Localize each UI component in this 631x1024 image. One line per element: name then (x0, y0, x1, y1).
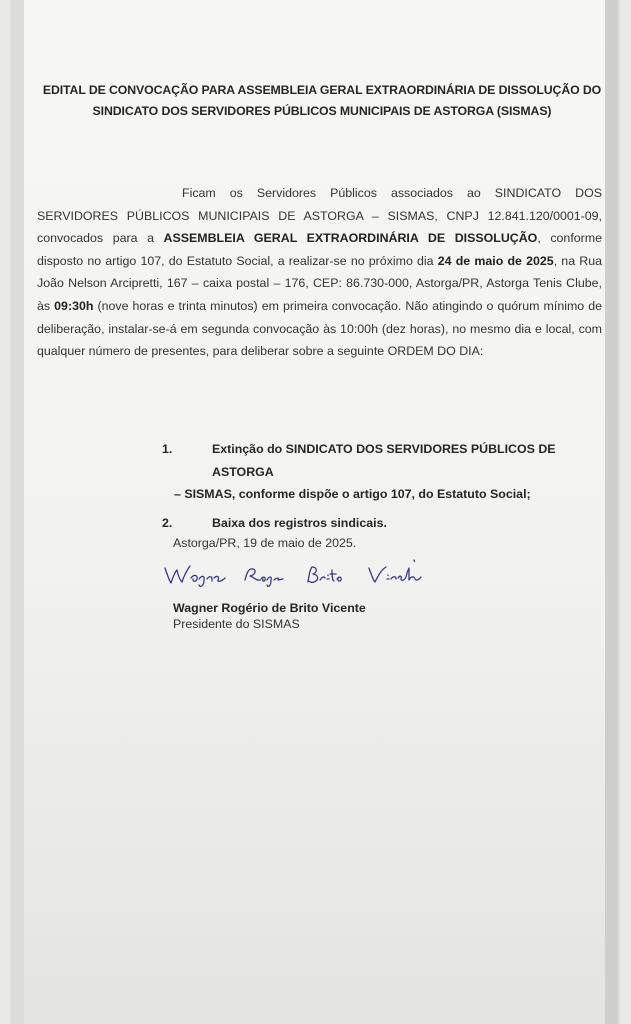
paragraph-text-3: , na Rua João Nelson Arcipretti, 167 – caixa postal – 176, CEP: 86.730-000, Astorga/PR, Astorga Tenis Clube, às (37, 253, 603, 313)
agenda-item (162, 438, 607, 506)
agenda-item-number: 2. (162, 515, 173, 530)
title-line-2: SINDICATO DOS SERVIDORES PÚBLICOS MUNICIPAIS DE ASTORGA (SISMAS) (92, 104, 552, 118)
agenda-list (162, 438, 607, 534)
paragraph-bold-date: 24 de maio de 2025 (437, 253, 554, 268)
agenda-item-number: 1. (162, 442, 173, 456)
convocation-paragraph (37, 182, 602, 363)
agenda-item (162, 512, 607, 535)
agenda-item-text: Extinção do SINDICATO DOS SERVIDORES PÚBLICOS DE ASTORGA (212, 442, 556, 479)
page-edge-left (12, 0, 24, 1024)
document-title (42, 80, 602, 122)
agenda-item-text-continued: – SISMAS, conforme dispõe o artigo 107, do Estatuto Social; (174, 487, 531, 502)
agenda-item-text: Baixa dos registros sindicais. (212, 515, 387, 530)
signer-name: Wagner Rogério de Brito Vicente (173, 601, 366, 615)
place-and-date: Astorga/PR, 19 de maio de 2025. (173, 536, 357, 550)
handwritten-signature (157, 558, 457, 590)
paragraph-text-1: Ficam os Servidores Públicos associados ao SINDICATO DOS SERVIDORES PÚBLICOS MUNICIPAIS DE ASTORGA – SISMAS, CNPJ 12.841.120/0001-09, convocados para a (37, 186, 602, 246)
signer-role: Presidente do SISMAS (173, 617, 300, 631)
title-line-1: EDITAL DE CONVOCAÇÃO PARA ASSEMBLEIA GERAL EXTRAORDINÁRIA DE DISSOLUÇÃO DO (42, 83, 602, 97)
paragraph-text-4: (nove horas e trinta minutos) em primeira convocação. Não atingindo o quórum mínimo de deliberação, instalar-se-á em segunda convocação às 10:00h (dez horas), no mesmo dia e local, com qualquer número de presentes, para deliberar sobre a seguinte ORDEM DO DIA: (37, 298, 603, 359)
paragraph-bold-assembly: ASSEMBLEIA GERAL EXTRAORDINÁRIA DE DISSOLUÇÃO (163, 231, 538, 246)
paragraph-text-2: , conforme disposto no artigo 107, do Estatuto Social, a realizar-se no próximo dia (37, 231, 602, 268)
paragraph-bold-time: 09:30h (54, 298, 94, 313)
document-page (12, 0, 618, 1024)
